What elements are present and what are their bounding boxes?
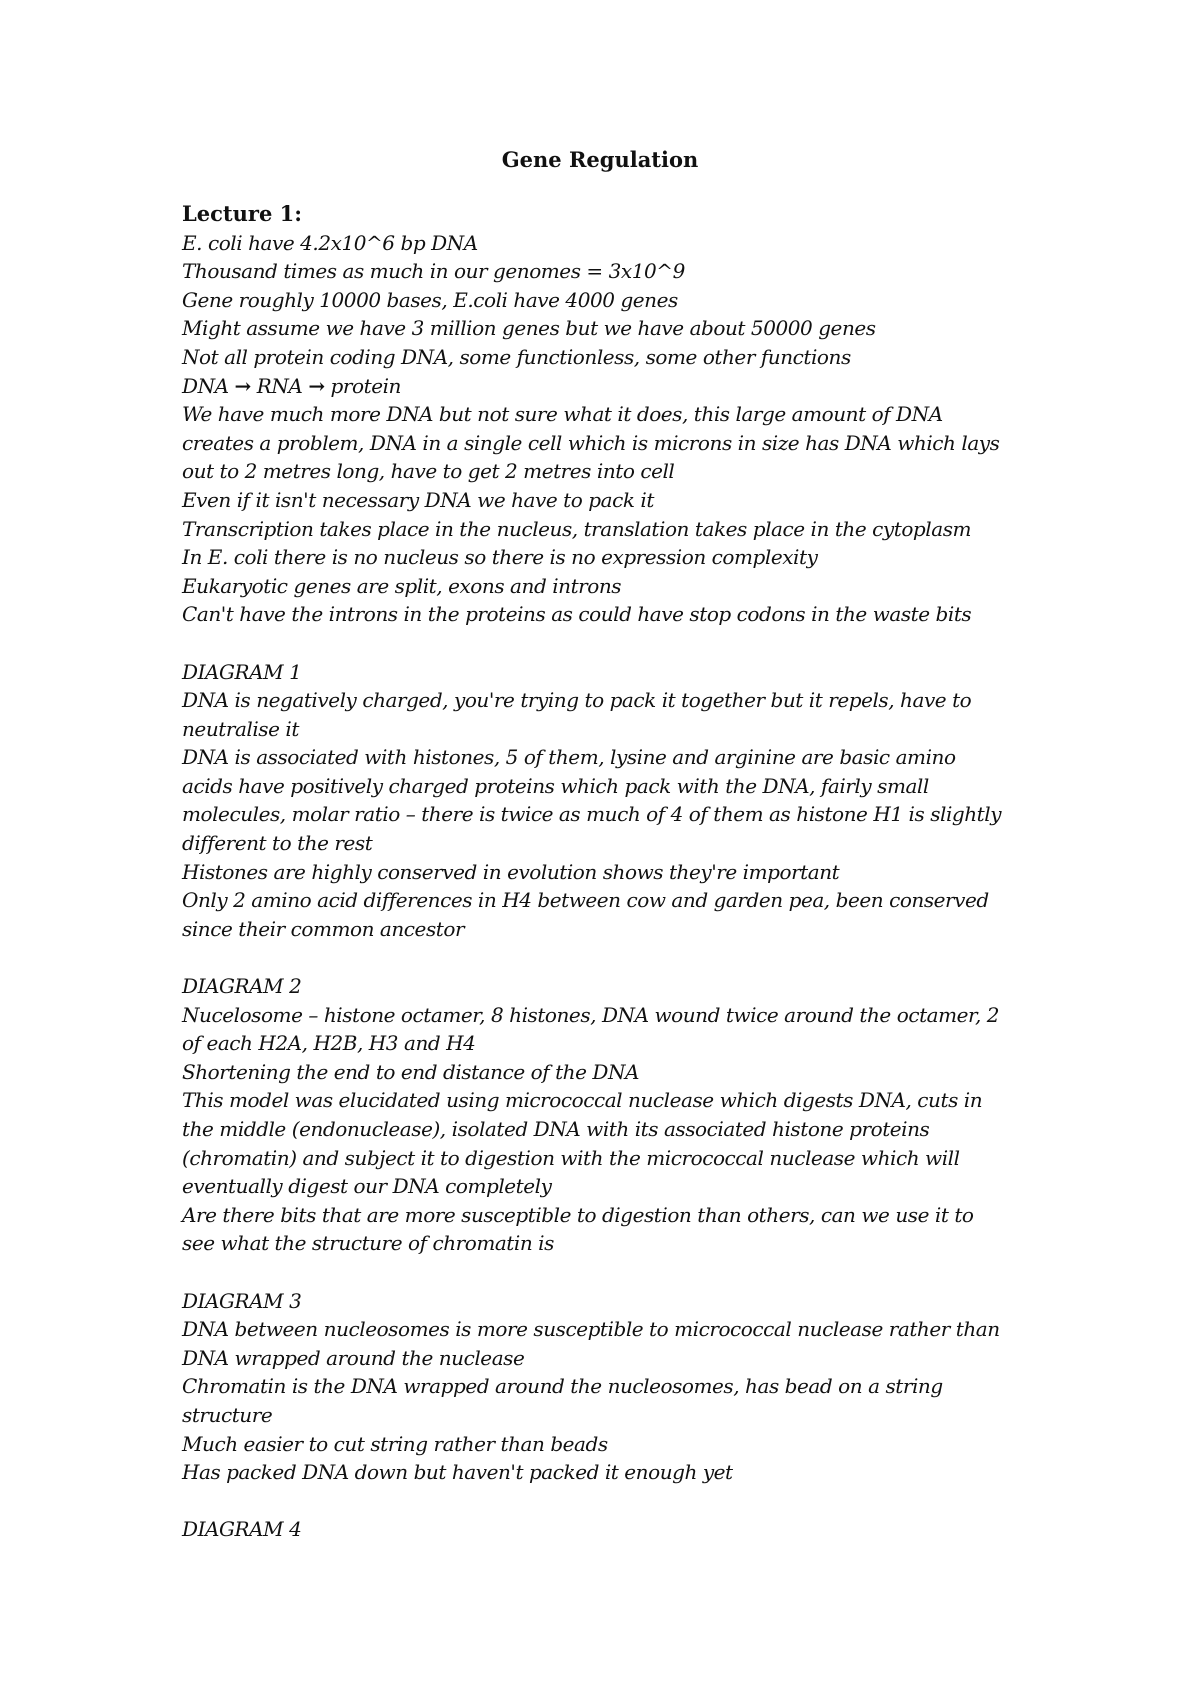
note-line: Might assume we have 3 million genes but we have about 50000 genes — [182, 316, 876, 341]
note-line: Only 2 amino acid differences in H4 between cow and garden pea, been conserved — [182, 888, 989, 913]
note-line: of each H2A, H2B, H3 and H4 — [182, 1031, 476, 1056]
note-line: Eukaryotic genes are split, exons and introns — [182, 573, 622, 598]
note-line: neutralise it — [182, 716, 299, 741]
diagram-label: DIAGRAM 4 — [182, 1517, 302, 1542]
note-line: DNA wrapped around the nuclease — [182, 1345, 525, 1370]
note-line: Thousand times as much in our genomes = 3x10^9 — [182, 259, 685, 284]
note-line: Chromatin is the DNA wrapped around the nucleosomes, has bead on a string — [182, 1374, 943, 1399]
note-line: Can't have the introns in the proteins as could have stop codons in the waste bits — [182, 602, 972, 627]
note-line: Transcription takes place in the nucleus, translation takes place in the cytoplasm — [182, 516, 972, 541]
note-line: Much easier to cut string rather than beads — [182, 1431, 608, 1456]
note-line: structure — [182, 1402, 273, 1427]
note-block — [182, 1515, 1082, 1544]
arrow-right-icon: → — [308, 373, 325, 398]
section-heading: Lecture 1: — [182, 201, 302, 226]
paragraph-spacer — [182, 1487, 1082, 1516]
arrow-right-icon: → — [234, 373, 251, 398]
note-line: Gene roughly 10000 bases, E.coli have 4000 genes — [182, 287, 678, 312]
paragraph-spacer — [182, 1258, 1082, 1287]
note-line: since their common ancestor — [182, 916, 465, 941]
note-line: DNA between nucleosomes is more susceptible to micrococcal nuclease rather than — [182, 1317, 1000, 1342]
note-line: out to 2 metres long, have to get 2 metres into cell — [182, 459, 675, 484]
note-line: This model was elucidated using micrococcal nuclease which digests DNA, cuts in — [182, 1088, 983, 1113]
note-line: In E. coli there is no nucleus so there is no expression complexity — [182, 545, 818, 570]
paragraph-spacer — [182, 943, 1082, 972]
note-line: acids have positively charged proteins which pack with the DNA, fairly small — [182, 773, 929, 798]
note-block — [182, 972, 1082, 1258]
diagram-label: DIAGRAM 1 — [182, 659, 302, 684]
note-line: We have much more DNA but not sure what it does, this large amount of DNA — [182, 402, 943, 427]
document-title: Gene Regulation — [501, 147, 699, 172]
note-line: Histones are highly conserved in evolution shows they're important — [182, 859, 840, 884]
note-line: Not all protein coding DNA, some functionless, some other functions — [182, 344, 851, 369]
paragraph-spacer — [182, 629, 1082, 658]
note-line: creates a problem, DNA in a single cell which is microns in size has DNA which lays — [182, 430, 1000, 455]
note-line: DNA is associated with histones, 5 of them, lysine and arginine are basic amino — [182, 745, 956, 770]
note-line: different to the rest — [182, 831, 373, 856]
diagram-label: DIAGRAM 2 — [182, 974, 302, 999]
diagram-label: DIAGRAM 3 — [182, 1288, 302, 1313]
note-line: Even if it isn't necessary DNA we have to pack it — [182, 487, 654, 512]
note-line: Are there bits that are more susceptible to digestion than others, can we use it to — [182, 1202, 974, 1227]
note-line: the middle (endonuclease), isolated DNA with its associated histone proteins — [182, 1117, 930, 1141]
note-block — [182, 1287, 1082, 1487]
note-line: molecules, molar ratio – there is twice as much of 4 of them as histone H1 is slightly — [182, 802, 1002, 827]
document-body — [182, 200, 1082, 1544]
note-line: DNA is negatively charged, you're trying to pack it together but it repels, have to — [182, 688, 972, 713]
note-line: (chromatin) and subject it to digestion with the micrococcal nuclease which will — [182, 1145, 960, 1170]
note-line: Has packed DNA down but haven't packed it enough yet — [182, 1460, 733, 1485]
note-line: Shortening the end to end distance of the DNA — [182, 1059, 640, 1084]
note-line: Nucelosome – histone octamer, 8 histones, DNA wound twice around the octamer, 2 — [182, 1002, 1000, 1027]
note-line: see what the structure of chromatin is — [182, 1231, 554, 1256]
note-block — [182, 229, 1082, 629]
note-line: eventually digest our DNA completely — [182, 1174, 552, 1199]
note-line: E. coli have 4.2x10^6 bp DNA — [182, 230, 478, 255]
note-block — [182, 658, 1082, 944]
note-line: DNA → RNA → protein — [182, 373, 401, 398]
